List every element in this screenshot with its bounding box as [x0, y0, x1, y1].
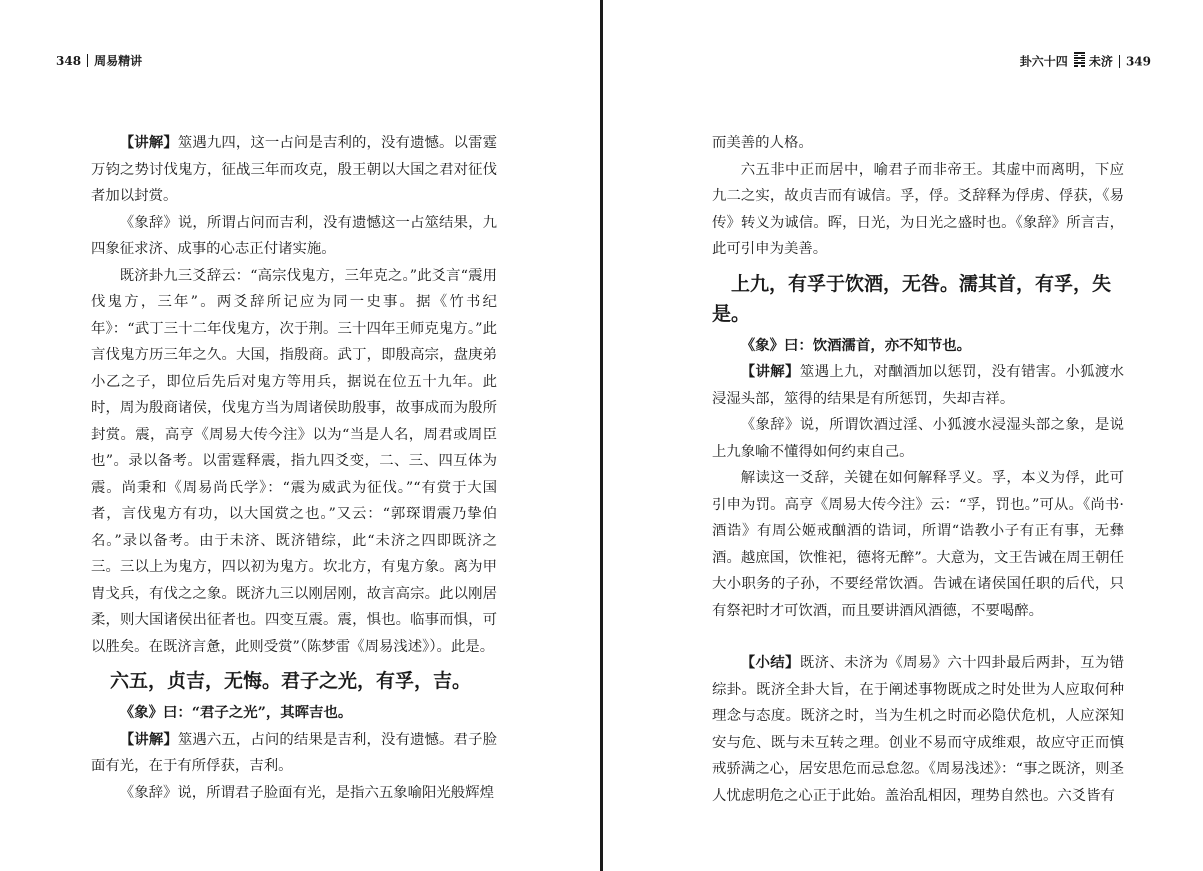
- xiang-label: 《象》曰：: [740, 336, 813, 354]
- paragraph: 六五非中正而居中，喻君子而非帝王。其虚中而离明，下应九二之实，故贞吉而有诚信。孚，俘。爻辞释为俘虏、俘获，《易传》转义为诚信。晖，日光，为日光之盛时也。《象辞》所言吉，此可引申为美善。: [712, 161, 1124, 257]
- page-number: 348: [56, 54, 82, 68]
- label-xiaojie: 【小结】: [740, 654, 800, 671]
- left-running-header: [56, 52, 142, 69]
- paragraph: 【讲解】筮遇上九，对酗酒加以惩罚，没有错害。小狐渡水浸湿头部，筮得的结果是有所惩罚，失却吉祥。: [712, 363, 1124, 407]
- xiang-line: 《象》曰：饮酒濡首，亦不知节也。: [740, 336, 972, 354]
- hexagram-wei-ji-icon: [1074, 52, 1085, 68]
- label-jiangjie: 【讲解】: [119, 730, 178, 748]
- label-jiangjie: 【讲解】: [119, 134, 178, 151]
- header-divider: [1119, 55, 1120, 68]
- paragraph: 《象辞》说，所谓饮酒过淫、小狐渡水浸湿头部之象，是说上九象喻不懂得如何约束自己。: [712, 417, 1124, 460]
- paragraph: 而美善的人格。: [712, 135, 813, 151]
- paragraph: 【讲解】筮遇九四，这一占问是吉利的，没有遗憾。以雷霆万钧之势讨伐鬼方，征战三年而攻克，殷王朝以大国之君对征伐者加以封赏。: [91, 134, 497, 204]
- header-section: 卦六十四: [1019, 54, 1068, 69]
- paragraph: 【讲解】筮遇六五，占问的结果是吉利，没有遗憾。君子脸面有光，在于有所俘获，吉利。: [91, 730, 497, 774]
- paragraph: 《象辞》说，所谓占问而吉利，没有遗憾这一占筮结果，九四象征求济、成事的心志正付诸实施。: [91, 214, 497, 257]
- header-divider: [87, 54, 88, 67]
- yao-heading: 上九，有孚于饮酒，无咎。濡其首，有孚，失是。: [712, 272, 1112, 325]
- left-page: [0, 0, 600, 871]
- label-jiangjie: 【讲解】: [740, 363, 800, 380]
- book-title: 周易精讲: [94, 54, 143, 68]
- page-number: 349: [1125, 54, 1151, 69]
- header-gua-name: 未济: [1088, 54, 1113, 69]
- summary-paragraph: 【小结】既济、未济为《周易》六十四卦最后两卦，互为错综卦。既济全卦大旨，在于阐述事物既成之时处世为人应取何种理念与态度。既济之时，当为生机之时而必隐伏危机，人应深知安与危、既与未互转之理。创业不易而守成维艰，故应守正而慎戒骄满之心，居安思危而忌怠忽。《周易浅述》：“事之既济，则圣人忧虑明危之心正于此始。盖治乱相因，理势自然也。六爻皆有: [712, 654, 1124, 804]
- paragraph: 《象辞》说，所谓君子脸面有光，是指六五象喻阳光般辉煌: [119, 784, 494, 801]
- book-spine: [600, 0, 603, 871]
- right-page-body: [712, 130, 1124, 809]
- right-running-header: [1020, 52, 1151, 70]
- xiang-label: 《象》曰：: [119, 704, 192, 721]
- paragraph: 解读这一爻辞，关键在如何解释孚义。孚，本义为俘，此可引申为罚。高亨《周易大传今注》云：“孚，罚也。”可从。《尚书·酒诰》有周公姬戒酗酒的诰词，所谓“诰教小子有正有事，无彝酒。越庶国，饮惟祀，德将无醉”。大意为，文王告诫在周王朝任大小职务的子孙，不要经常饮酒。告诫在诸侯国任职的后代，只有祭祀时才可饮酒，而且要讲酒风酒德，不要喝醉。: [712, 470, 1124, 619]
- right-page: [604, 0, 1203, 871]
- yao-heading: 六五，贞吉，无悔。君子之光，有孚，吉。: [110, 670, 472, 692]
- section-gap: [712, 624, 1124, 650]
- left-page-body: [91, 130, 497, 806]
- xiang-line: 《象》曰：“君子之光”，其晖吉也。: [119, 704, 353, 721]
- paragraph: 既济卦九三爻辞云：“高宗伐鬼方，三年克之。”此爻言“震用伐鬼方，三年”。两爻辞所记应为同一史事。据《竹书纪年》：“武丁三十二年伐鬼方，次于荆。三十四年王师克鬼方。”此言伐鬼方历三年之久。大国，指殷商。武丁，即殷高宗，盘庚弟小乙之子，即位后先后对鬼方等用兵，据说在位五十九年。此时，周为殷商诸侯，伐鬼方当为周诸侯助殷事，故事成而为殷所封赏。震，高亨《周易大传今注》以为“当是人名，周君或周臣也”。录以备考。以雷霆释震，指九四爻变，二、三、四互体为震。尚秉和《周易尚氏学》：“震为威武为征伐。”“有赏于大国者，言伐鬼方有功，以大国赏之也。”又云：“郭琛谓震乃挚伯名。”录以备考。由于未济、既济错综，此“未济之四即既济之三。三以上为鬼方，四以初为鬼方。坎北方，有鬼方象。离为甲胄戈兵，有伐之之象。既济九三以刚居刚，故言高宗。此以刚居柔，则大国诸侯出征者也。四变互震。震，惧也。临事而惧，可以胜矣。在既济言惫，此则受赏”（陈梦雷《周易浅述》）。此是。: [91, 267, 497, 655]
